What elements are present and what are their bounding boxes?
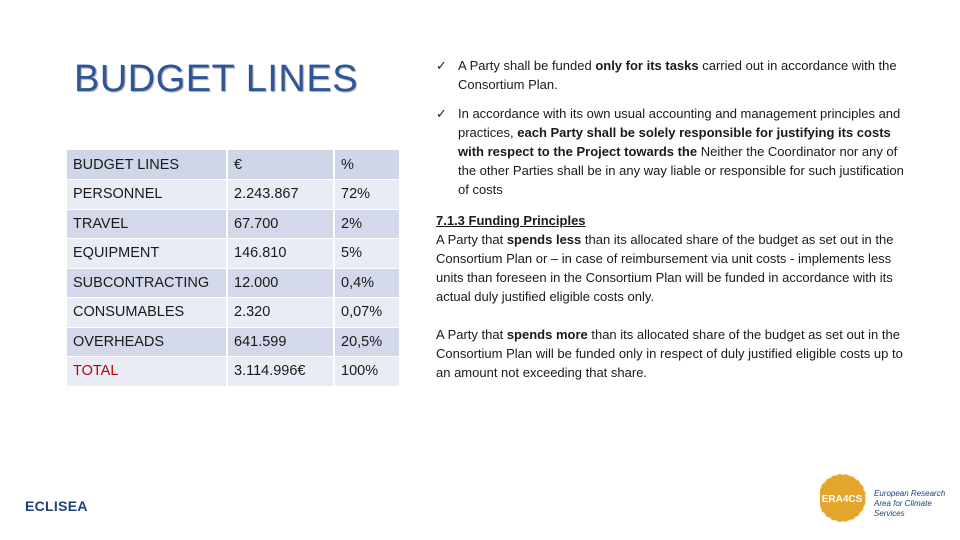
eclisea-logo-text: ECLISEA (25, 498, 88, 514)
header-euro: € (226, 150, 333, 179)
table-total-row (67, 357, 399, 386)
funding-p2-bold: spends more (506, 327, 588, 342)
row-label: SUBCONTRACTING (67, 269, 226, 298)
table-row (67, 269, 399, 298)
total-label: TOTAL (67, 357, 226, 386)
header-percent: % (333, 150, 399, 179)
funding-p2-post: than its allocated share of the budget as set out in the Consortium Plan will be funded only in respect of duly justified eligible costs up to an amount not exceeding that share. (436, 327, 903, 380)
funding-paragraph-2 (436, 325, 904, 382)
bullet-text-post: Neither the Coordinator nor any of the other Parties shall be in any way liable or responsible for such justification of costs (458, 144, 904, 197)
total-amount: 3.114.996€ (226, 357, 333, 386)
bullet-text-pre: A Party shall be funded (458, 58, 596, 73)
page-title: BUDGET LINES (74, 58, 359, 100)
funding-heading: 7.1.3 Funding Principles (436, 213, 586, 228)
row-label: OVERHEADS (67, 328, 226, 357)
checkmark-icon: ✓ (436, 58, 447, 73)
header-budget-lines: BUDGET LINES (67, 150, 226, 179)
row-label: EQUIPMENT (67, 239, 226, 268)
row-percent: 20,5% (333, 328, 399, 357)
budget-table (67, 149, 399, 387)
table-header-row (67, 150, 399, 179)
bullet-text-bold: only for its tasks (595, 58, 699, 73)
funding-p1-bold: spends less (506, 232, 582, 247)
row-amount: 67.700 (226, 210, 333, 239)
bullet-text-pre: In accordance with its own usual accounting and management principles and practices, (458, 106, 901, 140)
funding-p1-post: than its allocated share of the budget as set out in the Consortium Plan or – in case of reimbursement via unit costs - implements less units than foreseen in the Consortium Plan will be funded in accordance with its actual duly justified eligible costs only. (436, 232, 894, 304)
row-amount: 641.599 (226, 328, 333, 357)
row-percent: 0,07% (333, 298, 399, 327)
row-label: PERSONNEL (67, 180, 226, 209)
bullet-text-bold: each Party shall be solely responsible for justifying its costs with respect to the Project towards the (458, 125, 891, 159)
right-text-column (436, 56, 904, 382)
table-row (67, 328, 399, 357)
era4cs-logo-mark: ERA4CS (821, 494, 863, 505)
row-label: CONSUMABLES (67, 298, 226, 327)
funding-p1-pre: A Party that (436, 232, 507, 247)
bullet-text-post: carried out in accordance with the Consortium Plan. (458, 58, 897, 92)
row-percent: 0,4% (333, 269, 399, 298)
row-amount: 2.320 (226, 298, 333, 327)
row-amount: 146.810 (226, 239, 333, 268)
row-label: TRAVEL (67, 210, 226, 239)
row-percent: 72% (333, 180, 399, 209)
funding-p2-pre: A Party that (436, 327, 507, 342)
row-percent: 2% (333, 210, 399, 239)
table-row (67, 180, 399, 209)
table-row (67, 239, 399, 268)
funding-principles (436, 211, 904, 306)
row-amount: 2.243.867 (226, 180, 333, 209)
row-percent: 5% (333, 239, 399, 268)
table-row (67, 210, 399, 239)
bullet-item (436, 56, 904, 94)
era4cs-logo-caption: European Research Area for Climate Services (874, 489, 946, 518)
total-percent: 100% (333, 357, 399, 386)
row-amount: 12.000 (226, 269, 333, 298)
table-row (67, 298, 399, 327)
bullet-item (436, 104, 904, 199)
checkmark-icon: ✓ (436, 106, 447, 121)
